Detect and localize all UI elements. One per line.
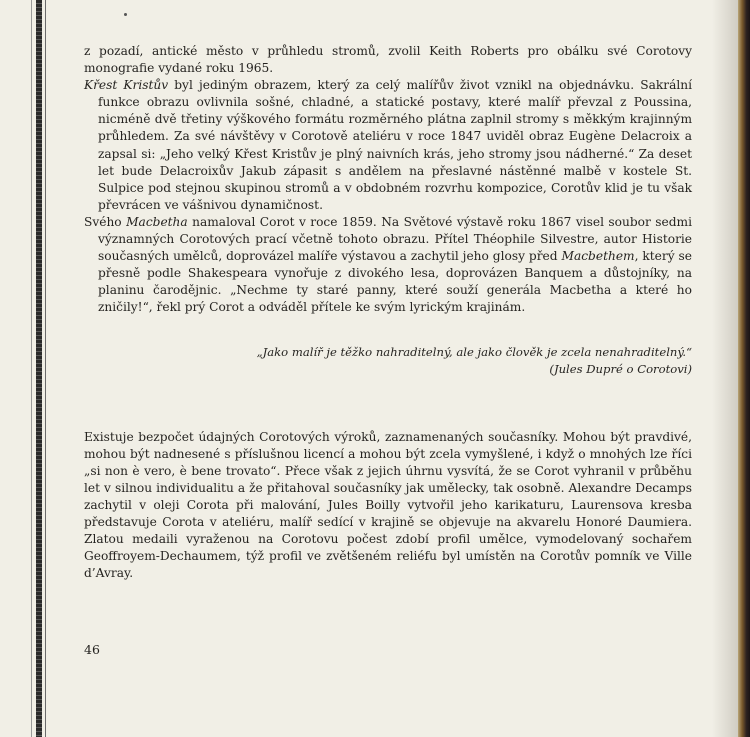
- paragraph-text: Existuje bezpočet údajných Corotových výroků, zaznamenaných současníky. Mohou být pravdivé, mohou být nadnesené s příslušnou licencí a mohou být zcela vymyšlené, i když o mnohých lze říci „si non è vero, è bene trovato“. Přece však z jejich úhrnu vysvítá, že se Corot vyhranil v průběhu let v silnou individualitu a že přitahoval současníky jak umělecky, tak osobně. Alexandre Decamps zachytil v oleji Corota při malování, Jules Boilly vytvořil jeho karikaturu, Laurensova kresba představuje Corota v ateliéru, malíř sedící v krajině se objevuje na akvarelu Honoré Daumiera. Zlatou medaili vyraženou na Corotovu počest zdobí profil umělce, vymodelovaný sochařem Geoffroyem-Dechaumem, týž profil ve zvětšeném reliéfu byl umístěn na Corotův pomník ve Ville d’Avray.: [84, 429, 692, 581]
- adjacent-page-edge: [738, 0, 750, 737]
- paragraph-text: z pozadí, antické město v průhledu stromů, zvolil Keith Roberts pro obálku své Corotovy monografie vydané roku 1965.: [84, 44, 692, 76]
- paragraph-text: , který se přesně podle Shakespeara vynořuje z divokého lesa, doprovázen Banquem a důstojníky, na planinu čarodějnic. „Nechme ty staré panny, které souží generála Macbetha a které ho zničily!“, řekl prý Corot a odváděl přítele ke svým lyrickým krajinám.: [98, 249, 693, 315]
- paragraph-macbeth: [84, 214, 692, 317]
- binding-inner-line: [45, 0, 46, 737]
- ink-speck: [124, 13, 127, 16]
- paragraph-text: namaloval Corot v roce 1859. Na Světové výstavě roku 1867 visel soubor sedmi významných Corotových prací včetně tohoto obrazu. Přítel Théophile Silvestre, autor Historie současných umělců, doprovázel malíře výstavou a zachytil jeho glosy před: [98, 214, 692, 264]
- binding-edge-line: [31, 0, 32, 737]
- paragraph-baptism: [84, 77, 692, 214]
- section-gap: [84, 378, 692, 429]
- paragraph-text: Svého: [84, 214, 127, 229]
- artwork-title: Macbetha: [126, 214, 188, 229]
- binding-stitch-bar: [36, 0, 42, 737]
- quote-attribution: (Jules Dupré o Corotovi): [549, 361, 692, 376]
- page-number: 46: [84, 642, 100, 657]
- body-text: [84, 43, 692, 582]
- paragraph-sayings: [84, 429, 692, 583]
- paragraph-continuation: [84, 43, 692, 77]
- paragraph-text: byl jediným obrazem, který za celý malířův život vznikl na objednávku. Sakrální funkce obrazu ovlivnila sošné, chladné, a statické postavy, které malíř převzal z Poussina, nicméně dvě třetiny výškového formátu rozměrného plátna zaplnil stromy s měkkým krajinným průhledem. Za své návštěvy v Corotově ateliéru v roce 1847 uviděl obraz Eugène Delacroix a zapsal si: „Jeho velký Křest Kristův je plný naivních krás, jeho stromy jsou nádherné.“ Za deset let bude Delacroixův Jakub zápasit s andělem na přeslavné nástěnné malbě v kostele St. Sulpice pod stejnou skupinou stromů a v obdobném rozvrhu kompozice, Corotův klid je tu však převrácen ve vášnivou dynamičnost.: [98, 78, 692, 212]
- artwork-title: Křest Kristův: [84, 78, 169, 93]
- artwork-title: Macbethem: [561, 249, 635, 264]
- quote-text: „Jako malíř je těžko nahraditelný, ale jako člověk je zcela nenahraditelný.“: [256, 344, 692, 359]
- quotation: [84, 344, 692, 378]
- page-edge-shadow: [712, 0, 738, 737]
